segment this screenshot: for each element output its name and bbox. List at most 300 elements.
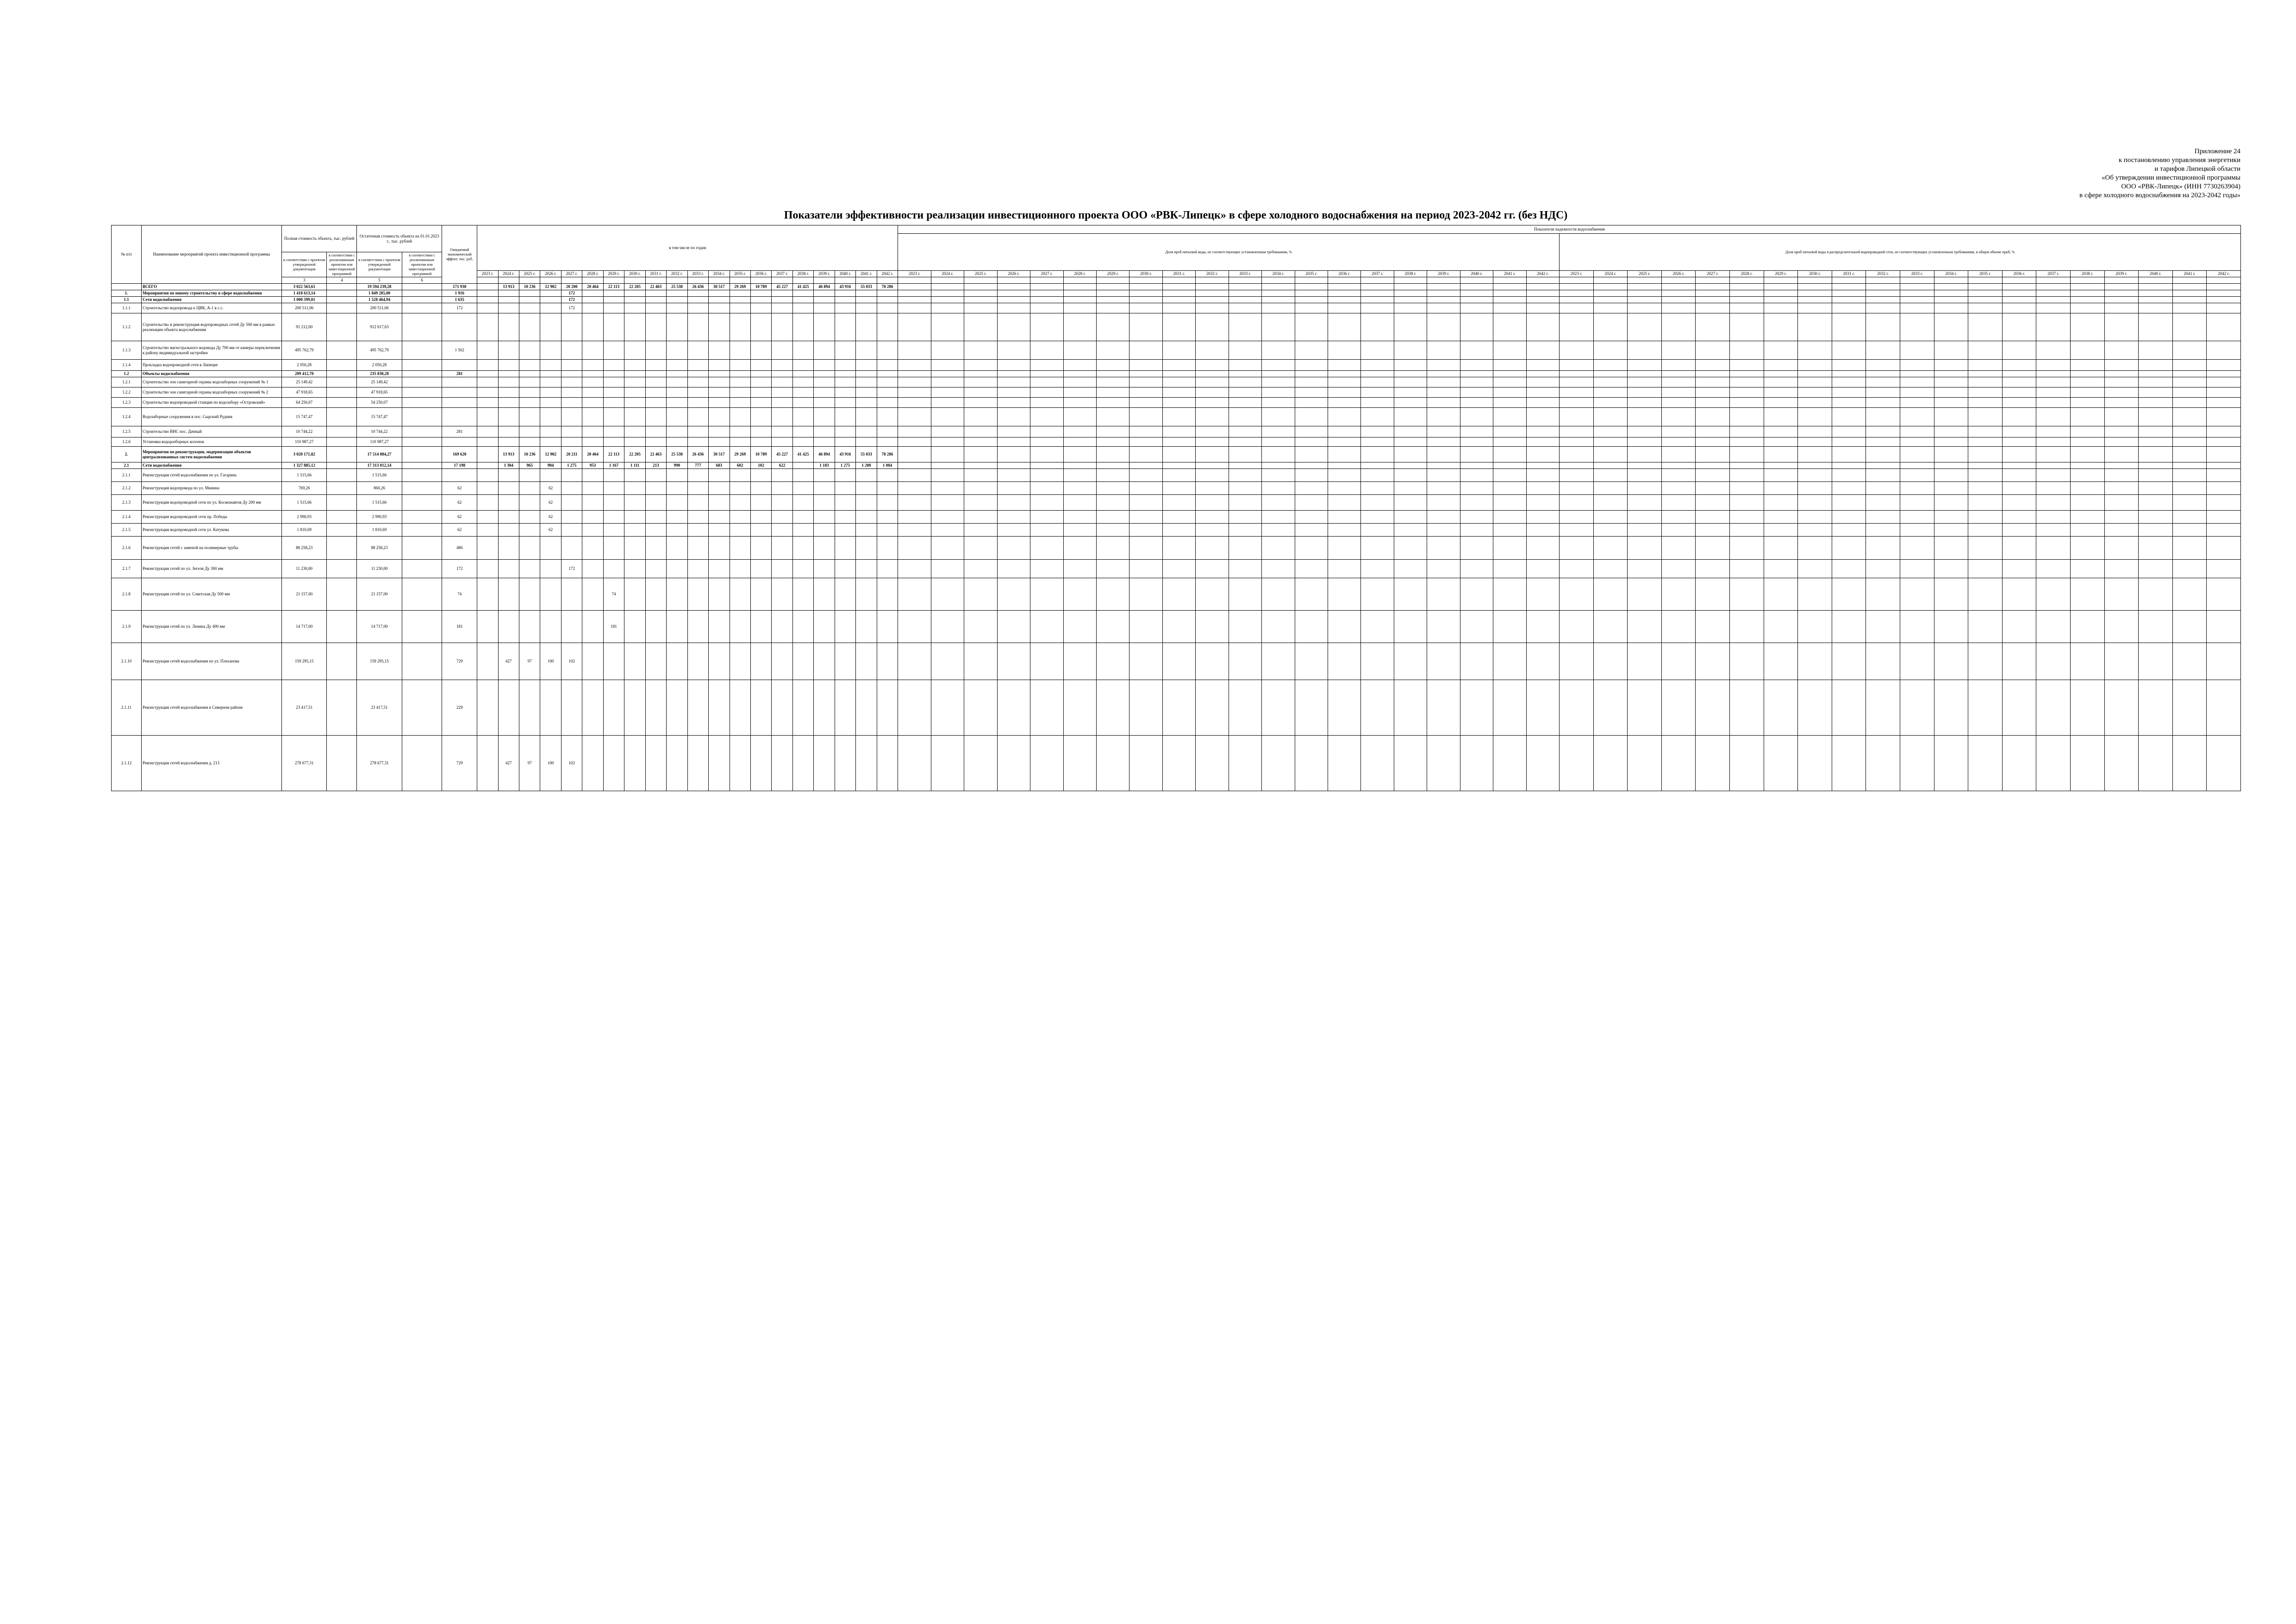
indicator-value <box>1968 680 2003 736</box>
indicator-value <box>1798 437 1832 447</box>
header-year: 2035 г. <box>1295 271 1328 277</box>
indicator-value <box>2207 578 2241 611</box>
cost-current-a: 11 230,00 <box>357 560 402 578</box>
header-year: 2027 г. <box>1696 271 1730 277</box>
indicator-value <box>1460 537 1493 560</box>
indicator-value <box>1196 578 1229 611</box>
year-value <box>814 560 835 578</box>
indicator-value <box>2139 313 2173 341</box>
indicator-value <box>1030 495 1063 511</box>
indicator-value <box>1798 537 1832 560</box>
year-value <box>540 360 561 371</box>
indicator-value <box>1328 426 1361 437</box>
indicator-value <box>2002 284 2036 290</box>
indicator-value <box>1196 560 1229 578</box>
indicator-value <box>1460 462 1493 469</box>
year-value <box>477 680 498 736</box>
indicator-value <box>1866 297 1900 303</box>
cost-current-a: 1 849 285,00 <box>357 290 402 297</box>
indicator-value <box>2002 462 2036 469</box>
indicator-value <box>1361 736 1394 791</box>
cost-initial-b <box>327 736 357 791</box>
indicator-value <box>1593 377 1628 387</box>
header-year: 2037 г. <box>2036 271 2071 277</box>
indicator-value <box>1196 537 1229 560</box>
cost-initial-b <box>327 537 357 560</box>
indicator-value <box>1030 437 1063 447</box>
indicator-value <box>1934 511 1968 524</box>
year-value <box>477 437 498 447</box>
year-value <box>772 482 792 495</box>
year-value <box>814 482 835 495</box>
economic-effect: 62 <box>442 495 477 511</box>
year-value <box>877 360 898 371</box>
row-name: Строительство зон санитарной охраны водозаборных сооружений № 1 <box>141 377 281 387</box>
cost-current-a: 1 810,69 <box>357 524 402 537</box>
year-value <box>603 398 624 408</box>
indicator-value <box>1593 426 1628 437</box>
indicator-value <box>2104 290 2139 297</box>
indicator-value <box>1526 284 1559 290</box>
year-value <box>540 611 561 643</box>
indicator-value <box>1493 360 1526 371</box>
cost-initial-a: 2 050,28 <box>281 360 326 371</box>
year-value <box>730 398 750 408</box>
row-name: Реконструкция водопроводной сети ул. Катукова <box>141 524 281 537</box>
year-value: 62 <box>540 511 561 524</box>
year-value <box>709 290 730 297</box>
year-value <box>603 482 624 495</box>
indicator-value <box>1262 313 1295 341</box>
economic-effect: 169 620 <box>442 447 477 462</box>
table-row <box>112 560 2241 578</box>
row-number: 1.2.3 <box>112 398 142 408</box>
table-row <box>112 408 2241 426</box>
cost-initial-a: 47 918,65 <box>281 387 326 398</box>
year-value <box>772 408 792 426</box>
year-value <box>772 680 792 736</box>
indicator-value <box>1394 511 1427 524</box>
indicator-value <box>1295 371 1328 377</box>
indicator-value <box>1129 469 1162 482</box>
year-value <box>814 341 835 360</box>
indicator-value <box>1560 469 1594 482</box>
indicator-value <box>1798 371 1832 377</box>
indicator-value <box>1696 482 1730 495</box>
indicator-value <box>1661 360 1696 371</box>
year-value <box>856 511 877 524</box>
header-col-number <box>772 277 792 284</box>
indicator-value <box>1030 524 1063 537</box>
indicator-value <box>1798 408 1832 426</box>
header-col-number <box>1394 277 1427 284</box>
indicator-value <box>1229 469 1261 482</box>
indicator-value <box>1832 377 1866 387</box>
indicator-value <box>1560 303 1594 313</box>
economic-effect: 229 <box>442 680 477 736</box>
header-col-number <box>624 277 645 284</box>
indicator-value <box>1129 447 1162 462</box>
economic-effect <box>442 469 477 482</box>
table-row <box>112 537 2241 560</box>
header-year: 2039 г. <box>2104 271 2139 277</box>
indicator-value <box>1096 560 1129 578</box>
indicator-value <box>964 408 997 426</box>
indicator-value <box>1526 437 1559 447</box>
year-value: 1 275 <box>561 462 582 469</box>
indicator-value <box>1460 371 1493 377</box>
indicator-value <box>1696 736 1730 791</box>
row-number: 2. <box>112 447 142 462</box>
indicator-value <box>1361 469 1394 482</box>
year-value <box>730 313 750 341</box>
indicator-value <box>2071 680 2105 736</box>
indicator-value <box>1063 482 1096 495</box>
indicator-value <box>1162 284 1195 290</box>
indicator-value <box>1394 736 1427 791</box>
indicator-value <box>1262 426 1295 437</box>
indicator-value <box>1129 284 1162 290</box>
cost-initial-a: 1 418 613,14 <box>281 290 326 297</box>
indicator-value <box>1262 297 1295 303</box>
year-value <box>603 290 624 297</box>
year-value <box>667 578 687 611</box>
year-value <box>814 408 835 426</box>
year-value <box>709 408 730 426</box>
year-value <box>877 524 898 537</box>
indicator-value <box>1427 290 1460 297</box>
indicator-value <box>2071 408 2105 426</box>
year-value <box>750 482 771 495</box>
indicator-value <box>1866 537 1900 560</box>
indicator-value <box>2002 341 2036 360</box>
indicator-value <box>1394 524 1427 537</box>
indicator-value <box>1030 377 1063 387</box>
indicator-value <box>931 611 964 643</box>
indicator-value <box>1427 341 1460 360</box>
indicator-value <box>1295 447 1328 462</box>
year-value <box>624 426 645 437</box>
indicator-value <box>1262 437 1295 447</box>
indicator-value <box>1394 290 1427 297</box>
header-year: 2035 г. <box>1968 271 2003 277</box>
year-value: 213 <box>645 462 666 469</box>
year-value <box>709 398 730 408</box>
indicator-value <box>1934 290 1968 297</box>
indicator-value <box>2071 360 2105 371</box>
cost-current-b <box>402 495 442 511</box>
indicator-value <box>1096 398 1129 408</box>
year-value <box>582 511 603 524</box>
header-year: 2042 г. <box>877 271 898 277</box>
indicator-value <box>2071 284 2105 290</box>
year-value <box>792 371 813 377</box>
year-value <box>687 482 708 495</box>
indicator-value <box>1162 398 1195 408</box>
indicator-value <box>997 611 1030 643</box>
indicator-value <box>898 680 931 736</box>
year-value <box>603 371 624 377</box>
year-value: 12 902 <box>540 284 561 290</box>
year-value <box>709 736 730 791</box>
cost-initial-a: 88 258,23 <box>281 537 326 560</box>
indicator-value <box>2071 482 2105 495</box>
indicator-value <box>2104 462 2139 469</box>
indicator-value <box>1730 398 1764 408</box>
indicator-value <box>1361 511 1394 524</box>
indicator-value <box>1798 284 1832 290</box>
row-name: Прокладка водопроводной сети в Липецке <box>141 360 281 371</box>
indicator-value <box>1262 408 1295 426</box>
header-year: 2040 г. <box>1460 271 1493 277</box>
indicator-value <box>1394 560 1427 578</box>
indicator-value <box>1030 398 1063 408</box>
indicator-value <box>1866 437 1900 447</box>
indicator-value <box>1096 462 1129 469</box>
header-col-number <box>898 277 931 284</box>
indicator-value <box>1968 643 2003 680</box>
indicator-value <box>1229 736 1261 791</box>
document-title: Показатели эффективности реализации инвестиционного проекта ООО «РВК-Липецк» в сфере холодного водоснабжения на период 2023-2042 гг. (без НДС) <box>784 209 1568 221</box>
header-year: 2039 г. <box>1427 271 1460 277</box>
year-value <box>519 437 540 447</box>
indicator-value <box>1394 643 1427 680</box>
indicator-value <box>1361 578 1394 611</box>
indicator-value <box>1900 578 1934 611</box>
year-value <box>540 426 561 437</box>
year-value <box>835 297 855 303</box>
indicator-value <box>1196 447 1229 462</box>
cost-current-a: 88 258,23 <box>357 537 402 560</box>
cost-initial-a: 14 717,00 <box>281 611 326 643</box>
year-value <box>561 426 582 437</box>
table-row <box>112 643 2241 680</box>
year-value <box>687 437 708 447</box>
year-value <box>498 426 519 437</box>
indicator-value <box>1493 437 1526 447</box>
indicator-value <box>964 537 997 560</box>
year-value <box>582 387 603 398</box>
year-value <box>624 495 645 511</box>
cost-current-b <box>402 611 442 643</box>
indicator-value <box>1328 341 1361 360</box>
indicator-value <box>1129 297 1162 303</box>
indicator-value <box>1661 371 1696 377</box>
indicator-value <box>1361 426 1394 437</box>
year-value <box>687 524 708 537</box>
indicator-value <box>1866 447 1900 462</box>
year-value <box>792 303 813 313</box>
year-value <box>519 680 540 736</box>
indicator-value <box>1832 398 1866 408</box>
indicator-value <box>1394 377 1427 387</box>
indicator-value <box>1162 303 1195 313</box>
indicator-value <box>1096 495 1129 511</box>
economic-effect: 729 <box>442 643 477 680</box>
indicator-value <box>931 313 964 341</box>
header-year: 2030 г. <box>624 271 645 277</box>
indicator-value <box>1628 426 1662 437</box>
header-col-number <box>1968 277 2003 284</box>
indicator-value <box>1730 680 1764 736</box>
table-row <box>112 611 2241 643</box>
indicator-value <box>1096 387 1129 398</box>
indicator-value <box>1661 447 1696 462</box>
indicator-value <box>931 447 964 462</box>
indicator-value <box>1968 560 2003 578</box>
cost-current-a: 159 295,15 <box>357 643 402 680</box>
indicator-value <box>1628 398 1662 408</box>
indicator-value <box>1696 560 1730 578</box>
cost-initial-a: 10 744,22 <box>281 426 326 437</box>
indicator-value <box>1934 560 1968 578</box>
indicator-value <box>2207 560 2241 578</box>
indicator-value <box>1866 611 1900 643</box>
indicator-value <box>931 462 964 469</box>
header-col-number <box>1460 277 1493 284</box>
indicator-value <box>1798 524 1832 537</box>
indicator-value <box>1526 290 1559 297</box>
year-value <box>667 360 687 371</box>
year-value <box>603 736 624 791</box>
indicator-value <box>1593 360 1628 371</box>
indicator-value <box>2207 680 2241 736</box>
indicator-value <box>2002 377 2036 387</box>
cost-current-a: 17 514 084,27 <box>357 447 402 462</box>
indicator-value <box>1934 495 1968 511</box>
indicator-value <box>1063 297 1096 303</box>
cost-initial-a: 23 417,51 <box>281 680 326 736</box>
indicator-value <box>1460 495 1493 511</box>
indicator-value <box>1328 303 1361 313</box>
indicator-value <box>1162 495 1195 511</box>
year-value <box>750 495 771 511</box>
year-value <box>750 736 771 791</box>
indicator-value <box>1764 469 1798 482</box>
year-value <box>730 482 750 495</box>
indicator-value <box>2207 290 2241 297</box>
year-value <box>624 303 645 313</box>
indicator-value <box>1162 387 1195 398</box>
year-value <box>835 560 855 578</box>
indicator-value <box>1460 398 1493 408</box>
indicator-value <box>1129 611 1162 643</box>
indicator-value <box>1030 341 1063 360</box>
indicator-value <box>898 398 931 408</box>
indicator-value <box>1560 578 1594 611</box>
year-value <box>750 643 771 680</box>
header-col-number <box>750 277 771 284</box>
indicator-value <box>997 560 1030 578</box>
indicator-value <box>1900 469 1934 482</box>
year-value <box>561 398 582 408</box>
indicator-value <box>1832 524 1866 537</box>
year-value <box>792 537 813 560</box>
year-value <box>877 387 898 398</box>
year-value <box>645 578 666 611</box>
year-value: 427 <box>498 736 519 791</box>
indicator-value <box>1832 284 1866 290</box>
indicator-value <box>1460 303 1493 313</box>
annex-line: ООО «РВК-Липецк» (ИНН 7730263904) <box>2121 183 2240 190</box>
indicator-value <box>2071 290 2105 297</box>
indicator-value <box>1560 297 1594 303</box>
indicator-value <box>2002 360 2036 371</box>
cost-current-b <box>402 736 442 791</box>
cost-current-b <box>402 643 442 680</box>
year-value <box>645 560 666 578</box>
year-value <box>582 611 603 643</box>
year-value: 20 200 <box>561 284 582 290</box>
indicator-value <box>1196 408 1229 426</box>
indicator-value <box>997 371 1030 377</box>
year-value <box>624 387 645 398</box>
indicator-value <box>1229 408 1261 426</box>
indicator-value <box>1730 313 1764 341</box>
header-year: 2041 г. <box>2172 271 2207 277</box>
indicator-value <box>2104 524 2139 537</box>
indicator-value <box>1866 303 1900 313</box>
indicator-value <box>1328 560 1361 578</box>
year-value <box>730 611 750 643</box>
indicator-value <box>1460 447 1493 462</box>
indicator-value <box>1427 303 1460 313</box>
indicator-value <box>1526 377 1559 387</box>
indicator-value <box>1560 462 1594 469</box>
year-value <box>687 408 708 426</box>
indicator-value <box>931 341 964 360</box>
indicator-value <box>2207 408 2241 426</box>
year-value: 29 269 <box>730 447 750 462</box>
indicator-value <box>1096 360 1129 371</box>
year-value: 25 538 <box>667 447 687 462</box>
indicator-value <box>1162 511 1195 524</box>
indicator-value <box>997 578 1030 611</box>
year-value <box>645 387 666 398</box>
indicator-value <box>1832 469 1866 482</box>
year-value <box>519 560 540 578</box>
indicator-value <box>1394 495 1427 511</box>
indicator-value <box>1394 680 1427 736</box>
year-value <box>750 371 771 377</box>
year-value <box>561 511 582 524</box>
indicator-value <box>1361 447 1394 462</box>
indicator-value <box>898 469 931 482</box>
year-value <box>477 524 498 537</box>
indicator-value <box>1661 511 1696 524</box>
indicator-value <box>1162 736 1195 791</box>
indicator-value <box>1460 360 1493 371</box>
year-value <box>645 611 666 643</box>
year-value <box>792 408 813 426</box>
year-value <box>477 495 498 511</box>
year-value <box>477 462 498 469</box>
indicator-value <box>1030 736 1063 791</box>
indicator-value <box>1229 290 1261 297</box>
indicator-value <box>1030 560 1063 578</box>
cost-initial-b <box>327 426 357 437</box>
table-row <box>112 371 2241 377</box>
indicator-value <box>1764 495 1798 511</box>
economic-effect: 62 <box>442 511 477 524</box>
indicator-value <box>1361 643 1394 680</box>
indicator-value <box>1593 511 1628 524</box>
year-value <box>498 578 519 611</box>
year-value <box>477 360 498 371</box>
indicator-value <box>1295 290 1328 297</box>
year-value <box>667 426 687 437</box>
indicator-value <box>2036 643 2071 680</box>
